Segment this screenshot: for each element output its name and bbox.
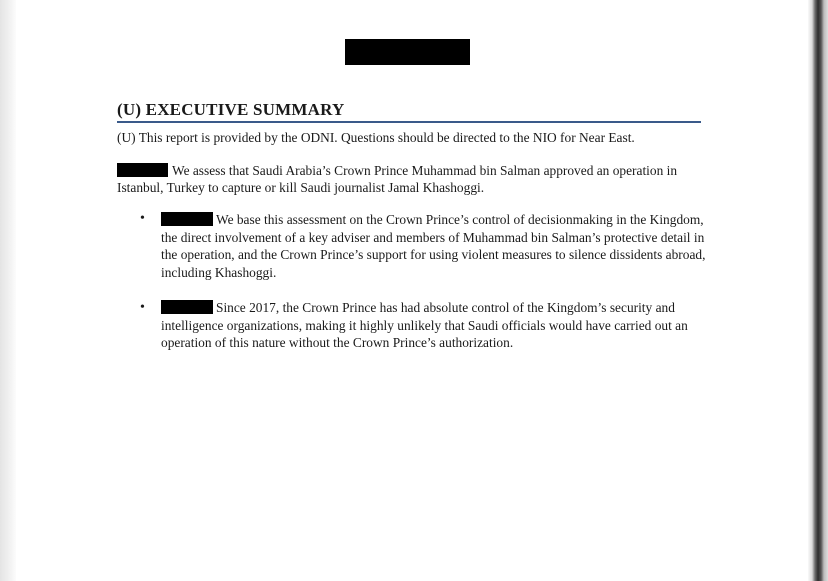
bullet-item [161, 299, 717, 352]
bullet-text: We base this assessment on the Crown Prince’s control of decisionmaking in the Kingdom, the direct involvement of a key adviser and members of Muhammad bin Salman’s protective detail in the operation, and the Crown Prince’s support for using violent measures to silence dissidents abroad, including Khashoggi. [161, 212, 706, 280]
bullet-item [161, 211, 717, 281]
assessment-paragraph [117, 162, 717, 196]
classification-redaction [161, 300, 213, 314]
bullet-marker: • [140, 211, 145, 226]
intro-paragraph: (U) This report is provided by the ODNI. Questions should be directed to the NIO for Near East. [117, 130, 635, 145]
bullet-text: Since 2017, the Crown Prince has had absolute control of the Kingdom’s security and intelligence organizations, making it highly unlikely that Saudi officials would have carried out an operation of this nature without the Crown Prince’s authorization. [161, 300, 688, 350]
viewer-edge [808, 0, 828, 581]
bullet-marker: • [140, 300, 145, 315]
document-page [16, 0, 808, 581]
heading-underline [117, 121, 701, 123]
classification-redaction [161, 212, 213, 226]
classification-redaction [117, 163, 168, 177]
assessment-text: We assess that Saudi Arabia’s Crown Prince Muhammad bin Salman approved an operation in Istanbul, Turkey to capture or kill Saudi journalist Jamal Khashoggi. [117, 163, 678, 195]
section-heading: (U) EXECUTIVE SUMMARY [117, 100, 345, 119]
header-redaction-block [345, 39, 470, 65]
